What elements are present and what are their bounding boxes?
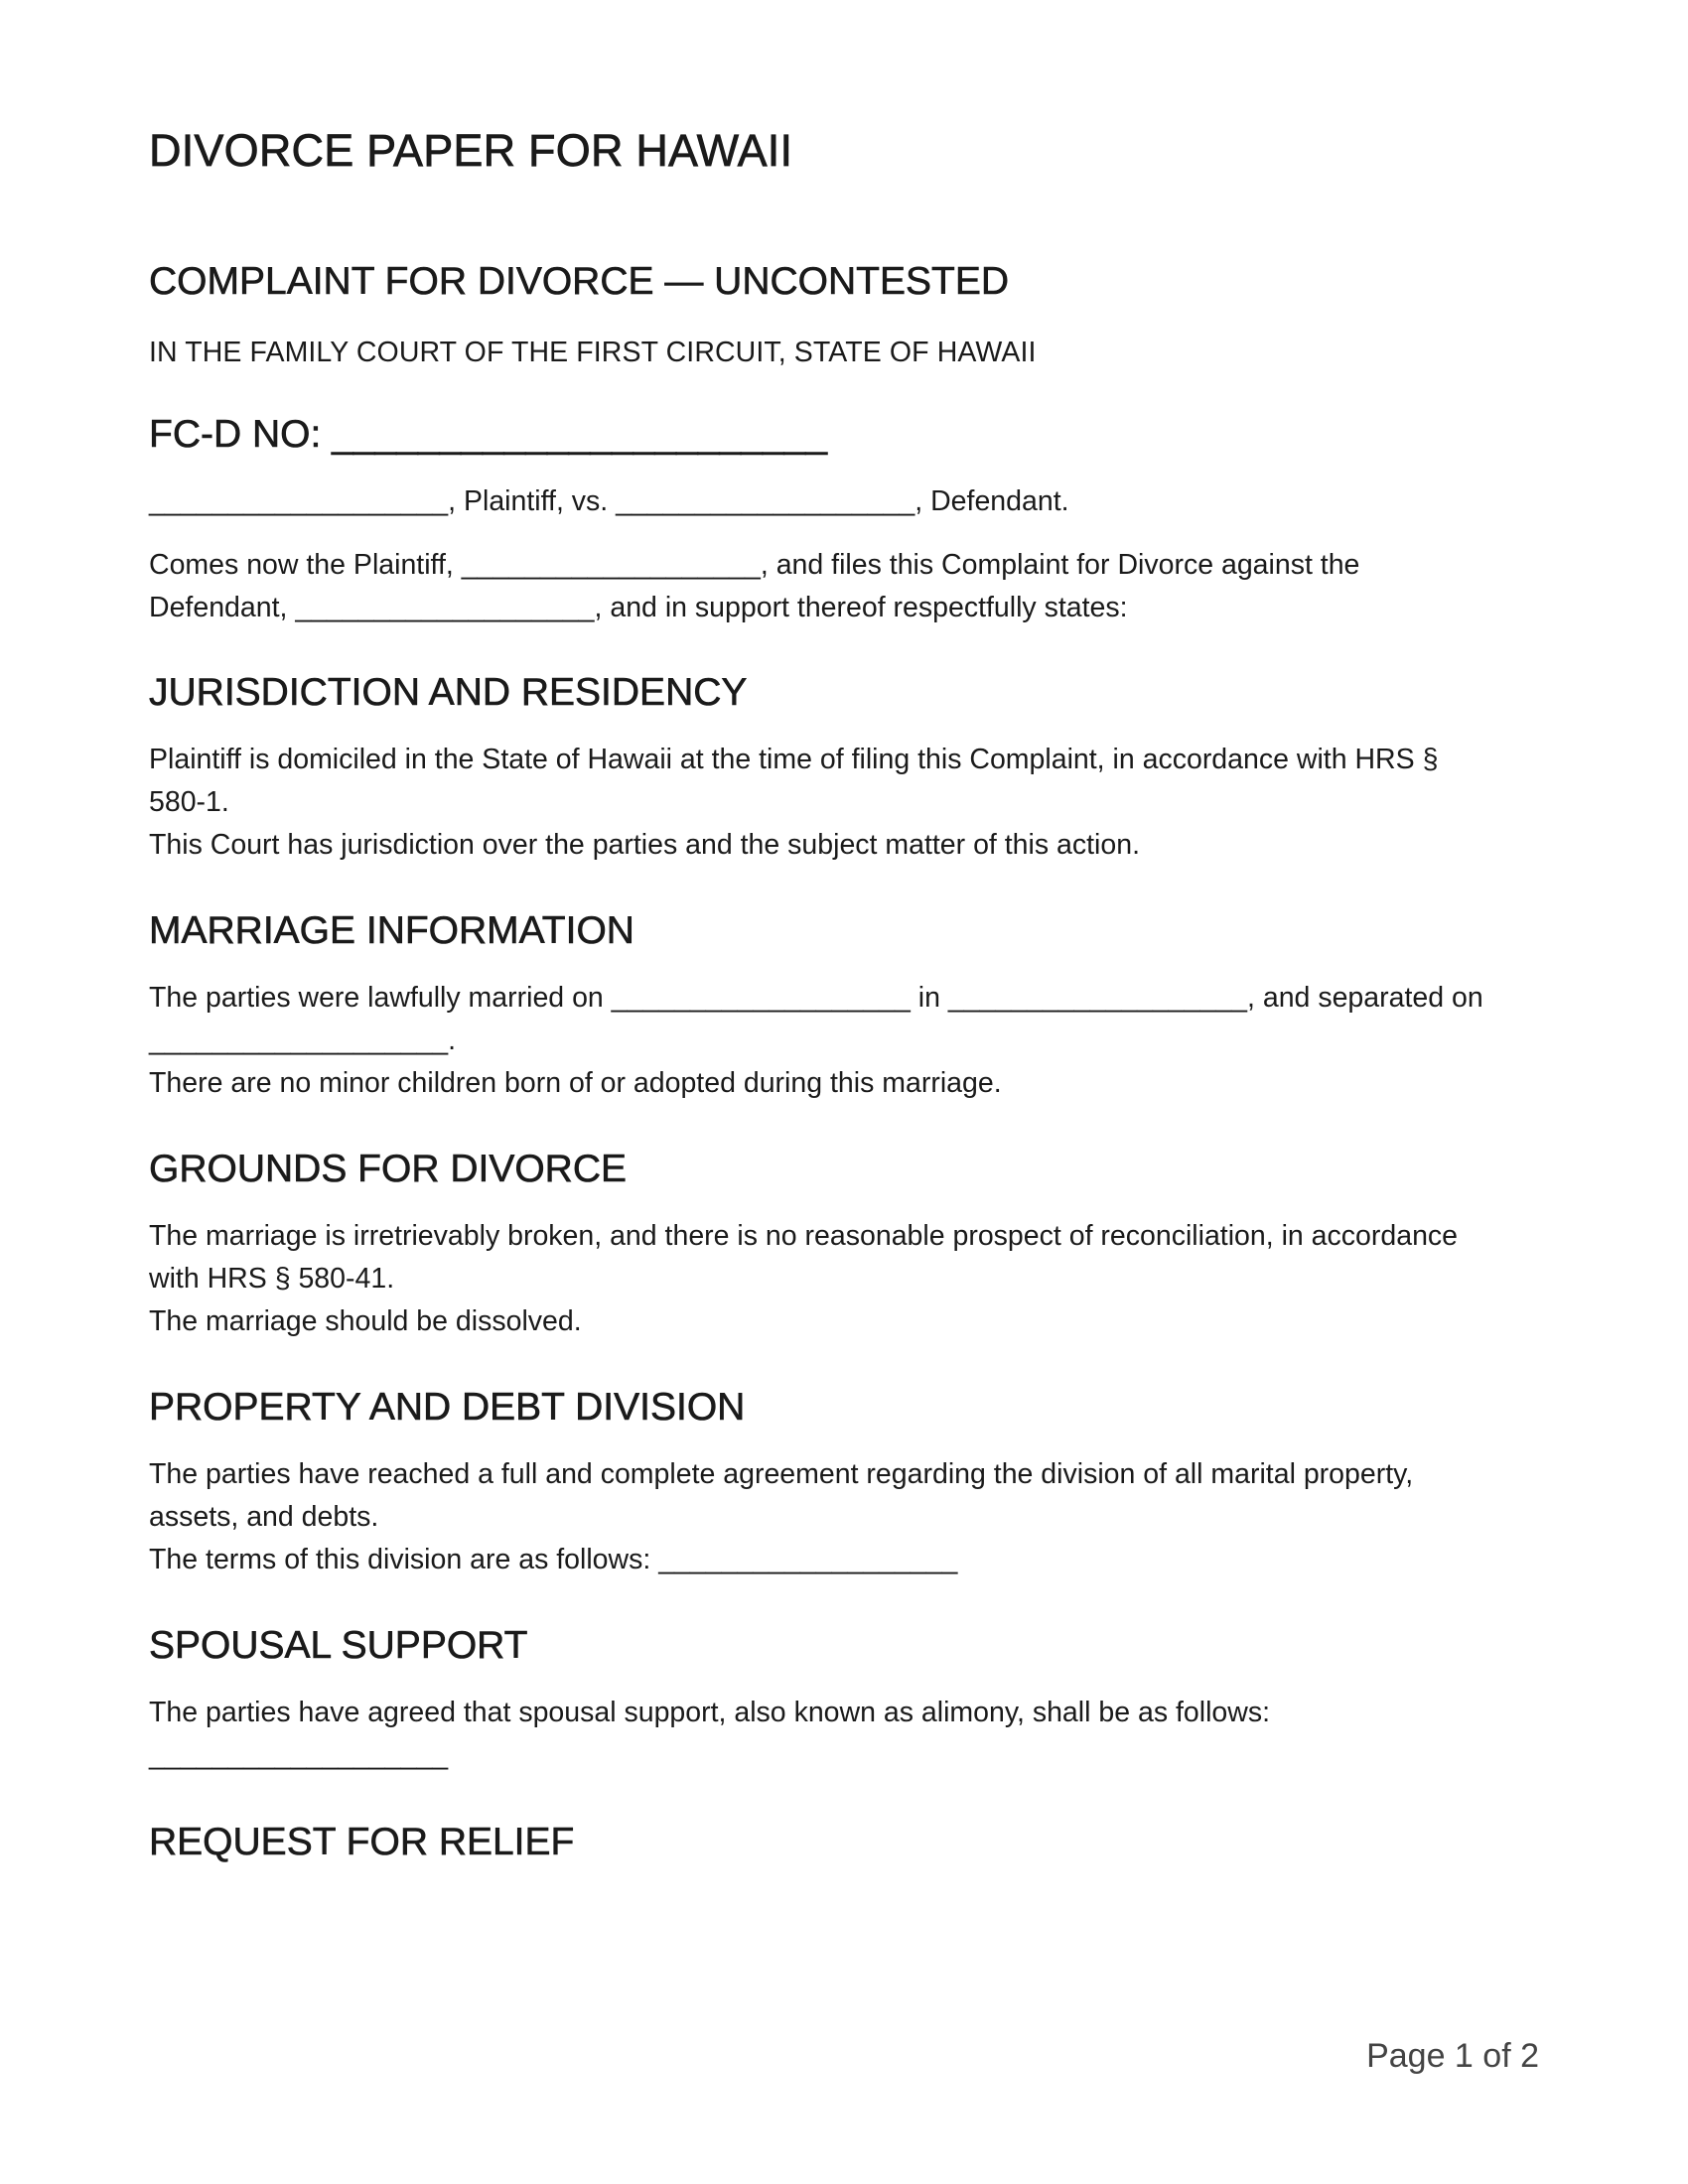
property-line-1: The parties have reached a full and complete agreement regarding the division of all marital property, <box>149 1458 1414 1490</box>
intro-line-1: Comes now the Plaintiff, ___________________, and files this Complaint for Divorce against the <box>149 549 1360 581</box>
grounds-line-2: with HRS § 580-41. <box>149 1263 395 1295</box>
complaint-heading: COMPLAINT FOR DIVORCE — UNCONTESTED <box>149 260 1010 303</box>
case-number-heading: FC-D NO: _______________________ <box>149 413 828 456</box>
spousal-support-line-1: The parties have agreed that spousal support, also known as alimony, shall be as follows: <box>149 1697 1271 1728</box>
court-line: IN THE FAMILY COURT OF THE FIRST CIRCUIT, STATE OF HAWAII <box>149 337 1037 368</box>
parties-line: ___________________, Plaintiff, vs. ___________________, Defendant. <box>149 485 1069 517</box>
jurisdiction-line-2: 580-1. <box>149 786 229 818</box>
intro-line-2: Defendant, ___________________, and in support thereof respectfully states: <box>149 592 1128 623</box>
property-line-3: The terms of this division are as follows: ___________________ <box>149 1544 958 1575</box>
property-heading: PROPERTY AND DEBT DIVISION <box>149 1386 746 1429</box>
property-line-2: assets, and debts. <box>149 1501 379 1533</box>
marriage-line-2: ___________________. <box>149 1024 457 1056</box>
relief-heading: REQUEST FOR RELIEF <box>149 1821 575 1863</box>
spousal-support-heading: SPOUSAL SUPPORT <box>149 1624 528 1667</box>
marriage-line-3: There are no minor children born of or adopted during this marriage. <box>149 1067 1002 1099</box>
grounds-line-1: The marriage is irretrievably broken, and there is no reasonable prospect of reconciliation, in accordance <box>149 1220 1459 1252</box>
marriage-heading: MARRIAGE INFORMATION <box>149 909 634 952</box>
jurisdiction-line-3: This Court has jurisdiction over the parties and the subject matter of this action. <box>149 829 1140 861</box>
jurisdiction-line-1: Plaintiff is domiciled in the State of Hawaii at the time of filing this Complaint, in accordance with HRS § <box>149 744 1439 775</box>
document-title: DIVORCE PAPER FOR HAWAII <box>149 125 793 176</box>
grounds-line-3: The marriage should be dissolved. <box>149 1305 582 1337</box>
spousal-support-line-2: ___________________ <box>149 1739 449 1771</box>
page-number: Page 1 of 2 <box>1366 2037 1539 2075</box>
marriage-line-1: The parties were lawfully married on ___________________ in ___________________, and separated on <box>149 982 1483 1014</box>
grounds-heading: GROUNDS FOR DIVORCE <box>149 1148 628 1190</box>
jurisdiction-heading: JURISDICTION AND RESIDENCY <box>149 671 748 714</box>
